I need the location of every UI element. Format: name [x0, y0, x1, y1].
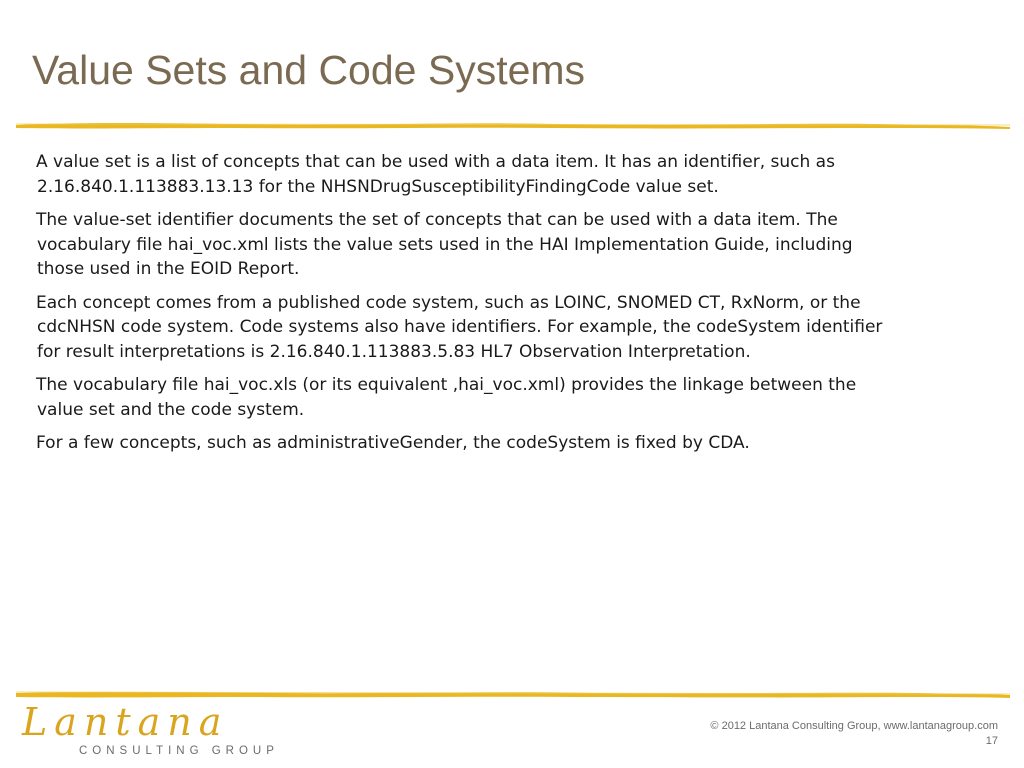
paragraph: [35, 373, 995, 422]
paragraph-line: Each concept comes from a published code system, such as LOINC, SNOMED CT, RxNorm, or the: [36, 292, 861, 313]
logo-wordmark: Lantana: [22, 700, 229, 744]
paragraph-line: For a few concepts, such as administrativeGender, the codeSystem is fixed by CDA.: [36, 433, 750, 453]
page-number: 17: [985, 735, 998, 747]
footer-copyright: © 2012 Lantana Consulting Group, www.lantanagroup.com: [710, 720, 998, 732]
top-divider: [16, 119, 1010, 131]
paragraph: [35, 431, 995, 456]
paragraph-line: for result interpretations is 2.16.840.1.113883.5.83 HL7 Observation Interpretation.: [37, 341, 751, 362]
paragraph-line: vocabulary file hai_voc.xml lists the value sets used in the HAI Implementation Guide, including: [37, 234, 853, 255]
paragraph-line: value set and the code system.: [37, 399, 305, 420]
bottom-divider: [16, 688, 1010, 700]
paragraph: [35, 291, 995, 365]
lantana-logo: [22, 700, 279, 764]
logo-tagline: CONSULTING GROUP: [79, 745, 279, 757]
paragraph-line: The vocabulary file hai_voc.xls (or its equivalent ,hai_voc.xml) provides the linkage between the: [36, 375, 857, 395]
slide-title: Value Sets and Code Systems: [32, 47, 586, 93]
body-text: [35, 150, 995, 465]
paragraph: [35, 150, 995, 199]
paragraph-line: those used in the EOID Report.: [37, 259, 300, 279]
paragraph-line: cdcNHSN code system. Code systems also have identifiers. For example, the codeSystem identifier: [37, 317, 883, 337]
paragraph-line: A value set is a list of concepts that can be used with a data item. It has an identifier, such as: [36, 152, 835, 172]
paragraph-line: The value-set identifier documents the set of concepts that can be used with a data item. The: [36, 210, 838, 230]
paragraph-line: 2.16.840.1.113883.13.13 for the NHSNDrugSusceptibilityFindingCode value set.: [37, 176, 719, 197]
paragraph: [35, 208, 995, 282]
